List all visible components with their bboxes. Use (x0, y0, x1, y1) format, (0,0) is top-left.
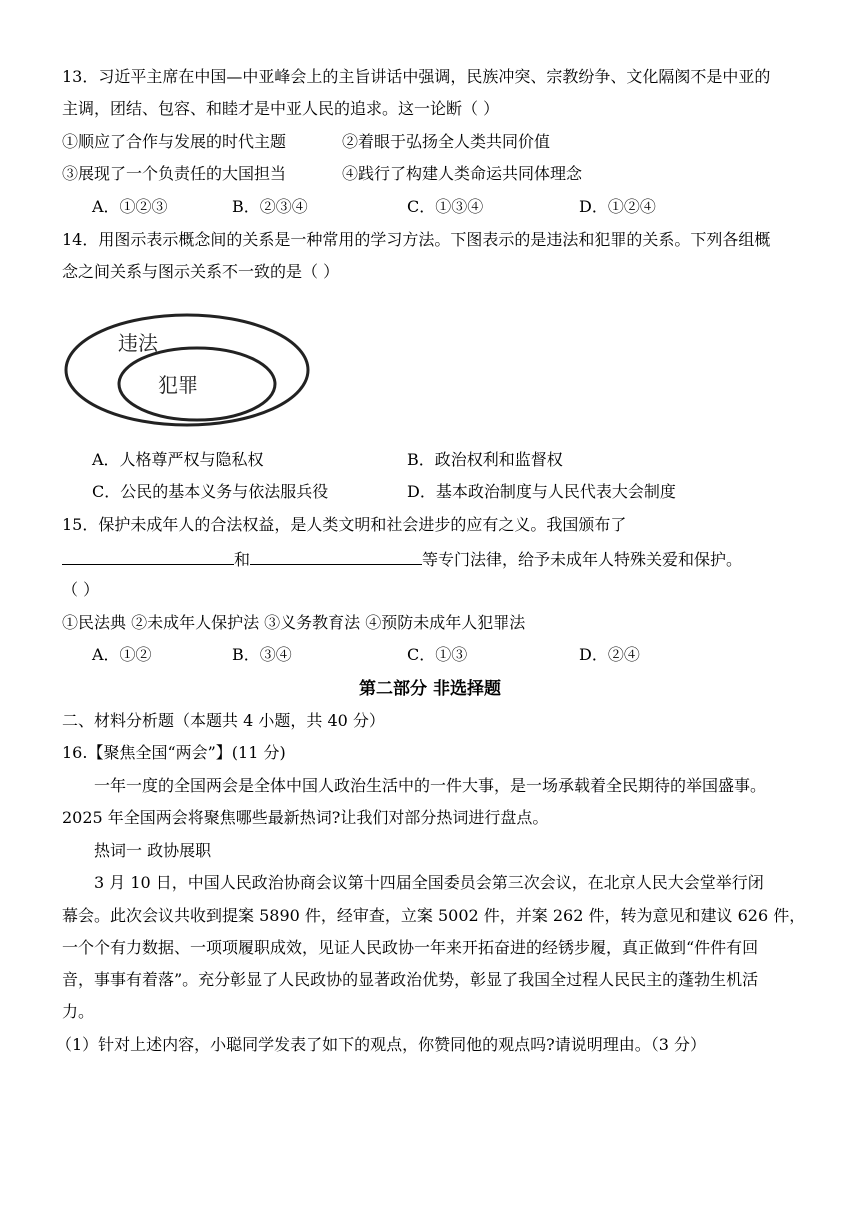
q15-items: ①民法典 ②未成年人保护法 ③义务教育法 ④预防未成年人犯罪法 (62, 613, 526, 632)
q16-paragraph2-line3: 一个个有力数据、一项项履职成效，见证人民政协一年来开拓奋进的经锈步履，真正做到“件件有回 (62, 938, 759, 957)
q13-stem-line2: 主调，团结、包容、和睦才是中亚人民的追求。这一论断（ ） (62, 99, 500, 118)
q15-option-d: D．②④ (579, 645, 640, 664)
q16-paragraph1-line1: 一年一度的全国两会是全体中国人政治生活中的一件大事，是一场承载着全民期待的举国盛事。 (94, 776, 767, 795)
q15-stem-line2 (62, 546, 742, 571)
q14-option-b: B．政治权利和监督权 (407, 450, 563, 469)
q16-paragraph1-line2: 2025 年全国两会将聚焦哪些最新热词?让我们对部分热词进行盘点。 (62, 808, 549, 827)
q13-option-d: D．①②④ (579, 197, 656, 216)
q13-option-a: A．①②③ (92, 197, 168, 216)
q15-option-c: C．①③ (407, 645, 468, 664)
q15-blank-2[interactable] (250, 546, 422, 565)
q14-stem-line2: 念之间关系与图示关系不一致的是（ ） (62, 262, 340, 281)
q15-answer-paren: （ ） (62, 580, 100, 599)
diagram-outer-label: 违法 (118, 331, 158, 355)
diagram-outer-ellipse (66, 315, 308, 425)
q16-heading: 16.【聚焦全国“两会”】(11 分) (62, 743, 286, 762)
q15-tail: 等专门法律，给予未成年人特殊关爱和保护。 (422, 550, 743, 569)
venn-diagram (58, 312, 318, 432)
q15-option-a: A．①② (92, 645, 152, 664)
q16-paragraph2-line5: 力。 (62, 1002, 95, 1021)
q13-item-4: ④践行了构建人类命运共同体理念 (342, 164, 583, 183)
q15-blank-1[interactable] (62, 546, 234, 565)
q16-hot-word-1: 热词一 政协展职 (94, 841, 212, 860)
part2-title: 第二部分 非选择题 (359, 679, 501, 699)
q16-paragraph2-line2: 幕会。此次会议共收到提案 5890 件，经审查，立案 5002 件，并案 262 件，转为意见和建议 626 件， (62, 906, 806, 925)
q13-item-2: ②着眼于弘扬全人类共同价值 (342, 132, 551, 151)
q16-paragraph2-line4: 音，事事有着落”。充分彰显了人民政协的显著政治优势，彰显了我国全过程人民民主的蓬勃生机活 (62, 970, 759, 989)
q15-and: 和 (234, 550, 251, 569)
q13-item-1: ①顺应了合作与发展的时代主题 (62, 132, 287, 151)
q13-option-b: B．②③④ (232, 197, 308, 216)
section-heading: 二、材料分析题（本题共 4 小题，共 40 分） (62, 711, 385, 730)
q13-item-3: ③展现了一个负责任的大国担当 (62, 164, 287, 183)
q16-paragraph2-line1: 3 月 10 日，中国人民政治协商会议第十四届全国委员会第三次会议，在北京人民大会堂举行闭 (94, 873, 764, 892)
q13-stem-line1: 13．习近平主席在中国—中亚峰会上的主旨讲话中强调，民族冲突、宗教纷争、文化隔阂不是中亚的 (62, 67, 771, 86)
q14-stem-line1: 14．用图示表示概念间的关系是一种常用的学习方法。下图表示的是违法和犯罪的关系。下列各组概 (62, 230, 771, 249)
q13-option-c: C．①③④ (407, 197, 484, 216)
q14-option-c: C．公民的基本义务与依法服兵役 (92, 482, 329, 501)
diagram-inner-label: 犯罪 (158, 373, 198, 397)
q15-option-b: B．③④ (232, 645, 292, 664)
q16-subquestion-1: （1）针对上述内容，小聪同学发表了如下的观点，你赞同他的观点吗?请说明理由。（3 分） (56, 1035, 707, 1054)
q15-stem-line1: 15．保护未成年人的合法权益，是人类文明和社会进步的应有之义。我国颁布了 (62, 515, 627, 534)
q14-option-a: A．人格尊严权与隐私权 (92, 450, 264, 469)
q14-option-d: D．基本政治制度与人民代表大会制度 (407, 482, 676, 501)
